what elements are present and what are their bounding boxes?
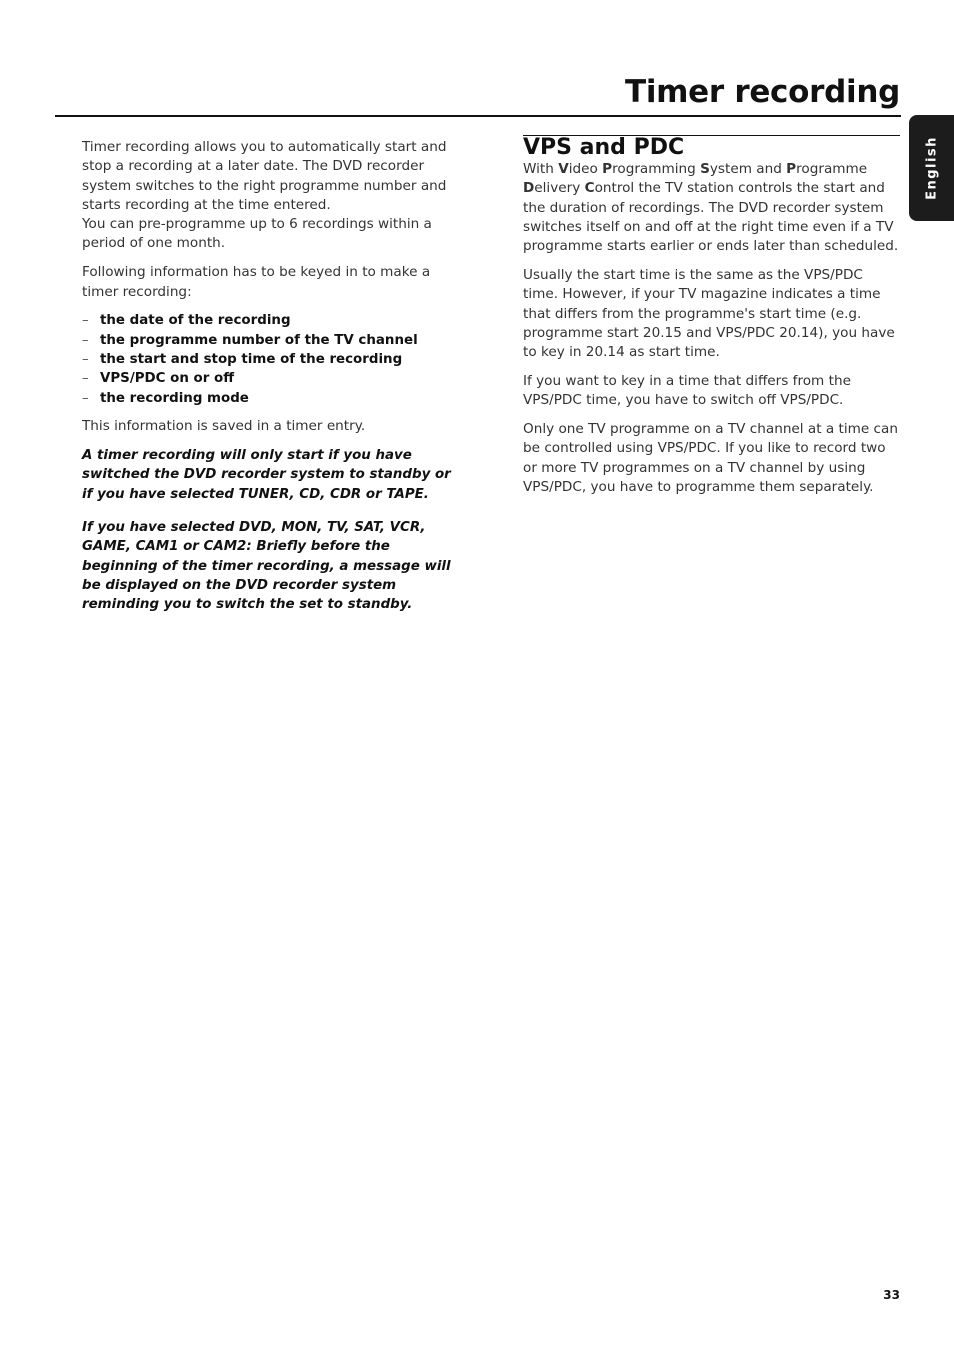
- list-dash: –: [82, 332, 89, 348]
- list-item-text: VPS/PDC on or off: [100, 371, 235, 387]
- multiple-programmes-paragraph: [523, 420, 900, 497]
- intro-paragraph: [82, 138, 460, 254]
- standby-note-text: A timer recording will only start if you have switched the DVD recorder system to standby or if you have selected TUNER, CD, CDR or TAPE.: [82, 448, 451, 502]
- acronym-letter: P: [786, 161, 797, 177]
- start-time-paragraph: [523, 266, 900, 362]
- vps-pdc-definition: [523, 160, 900, 256]
- following-paragraph: [82, 263, 460, 302]
- acronym-letter: C: [584, 180, 595, 197]
- language-tab-label: English: [924, 136, 939, 200]
- list-item-text: the recording mode: [100, 390, 249, 406]
- list-item-text: the programme number of the TV channel: [100, 332, 418, 348]
- acronym-letter: P: [602, 161, 613, 177]
- saved-paragraph: [82, 417, 460, 436]
- list-item: [82, 311, 460, 330]
- saved-text: This information is saved in a timer entry.: [82, 418, 366, 435]
- intro-sentence-1: Timer recording allows you to automatically start and stop a recording at a later date. The DVD recorder system switches to the right programme number and starts recording at the time entered.: [82, 139, 447, 213]
- reminder-note-text: If you have selected DVD, MON, TV, SAT, VCR, GAME, CAM1 or CAM2: Briefly before the beginning of the timer recording, a message will be displayed on the DVD recorder system reminding you to switch the set to standby.: [82, 520, 451, 613]
- page-number: 33: [883, 1288, 900, 1302]
- switch-off-text: If you want to key in a time that differs from the VPS/PDC time, you have to switch off VPS/PDC.: [523, 372, 851, 409]
- list-item: [82, 331, 460, 350]
- list-dash: –: [82, 390, 89, 406]
- list-item: [82, 389, 460, 408]
- switch-off-paragraph: [523, 372, 900, 411]
- definition-text: rogramming: [612, 161, 701, 177]
- list-dash: –: [82, 351, 89, 367]
- acronym-letter: V: [558, 161, 569, 177]
- list-dash: –: [82, 313, 89, 329]
- standby-note: [82, 446, 460, 504]
- list-item-text: the date of the recording: [100, 313, 291, 329]
- list-item: [82, 369, 460, 388]
- acronym-letter: D: [523, 180, 535, 197]
- definition-text: elivery: [534, 180, 585, 197]
- list-dash: –: [82, 371, 89, 387]
- start-time-text: Usually the start time is the same as the VPS/PDC time. However, if your TV magazine indicates a time that differs from the programme's start time (e.g. programme start 20.15 and VPS/PDC 20.14), you have to key in 20.14 as start time.: [523, 266, 895, 361]
- following-text: Following information has to be keyed in to make a timer recording:: [82, 264, 431, 300]
- reminder-note: [82, 518, 460, 614]
- intro-sentence-2: You can pre-programme up to 6 recordings within a period of one month.: [82, 216, 432, 252]
- page-title: Timer recording: [624, 74, 900, 110]
- title-rule: [55, 115, 901, 117]
- definition-text: ystem and: [709, 161, 787, 177]
- language-tab: [909, 115, 954, 221]
- definition-text: With: [523, 161, 559, 177]
- left-column: [82, 138, 460, 629]
- section-heading: VPS and PDC: [523, 135, 685, 160]
- list-item-text: the start and stop time of the recording: [100, 351, 403, 367]
- right-column: [523, 135, 900, 507]
- multiple-programmes-text: Only one TV programme on a TV channel at a time can be controlled using VPS/PDC. If you like to record two or more TV programmes on a TV channel by using VPS/PDC, you have to programme them separately.: [523, 421, 898, 495]
- definition-text: ideo: [568, 161, 603, 177]
- required-info-list: [82, 311, 460, 407]
- definition-text: ontrol the TV station controls the start and the duration of recordings. The DVD recorder system switches itself on and off at the right time even if a TV programme starts earlier or ends later than scheduled.: [523, 180, 899, 255]
- acronym-letter: S: [700, 161, 710, 177]
- definition-text: rogramme: [796, 161, 868, 177]
- list-item: [82, 350, 460, 369]
